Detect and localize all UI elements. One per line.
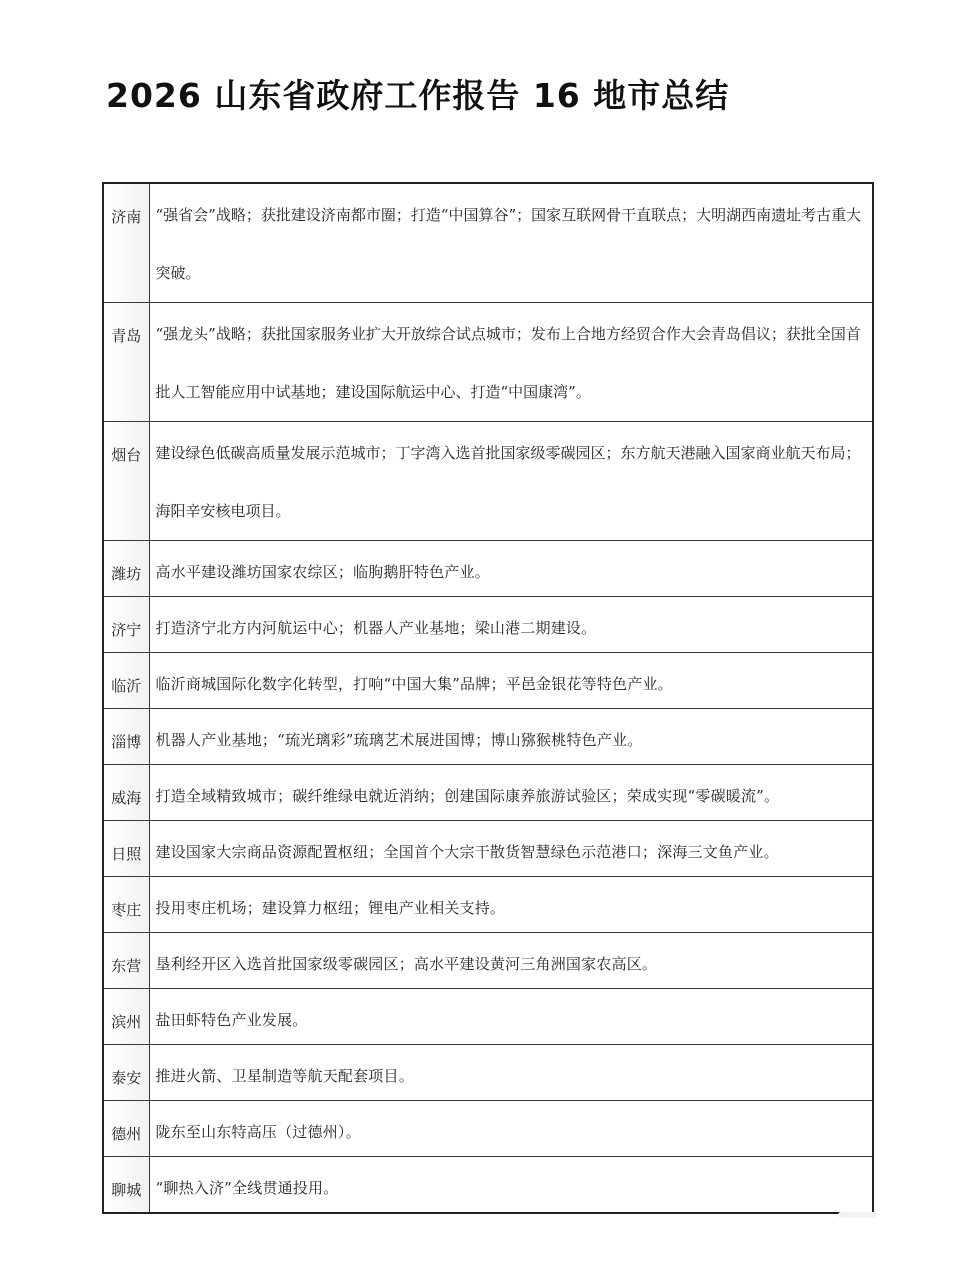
city-summary: 投用枣庄机场；建设算力枢纽；锂电产业相关支持。 bbox=[149, 877, 873, 933]
city-name: 威海 bbox=[103, 765, 149, 821]
table-row bbox=[103, 1045, 873, 1101]
city-summary: 建设绿色低碳高质量发展示范城市；丁字湾入选首批国家级零碳园区；东方航天港融入国家商业航天布局；海阳辛安核电项目。 bbox=[149, 422, 873, 541]
city-name: 德州 bbox=[103, 1101, 149, 1157]
table-row bbox=[103, 877, 873, 933]
city-summary: 临沂商城国际化数字化转型，打响“中国大集”品牌；平邑金银花等特色产业。 bbox=[149, 653, 873, 709]
city-name: 济南 bbox=[103, 183, 149, 303]
table-row bbox=[103, 933, 873, 989]
city-name: 潍坊 bbox=[103, 541, 149, 597]
city-summary: 垦利经开区入选首批国家级零碳园区；高水平建设黄河三角洲国家农高区。 bbox=[149, 933, 873, 989]
city-summary: 打造济宁北方内河航运中心；机器人产业基地；梁山港二期建设。 bbox=[149, 597, 873, 653]
watermark-mark bbox=[838, 1212, 878, 1218]
table-row bbox=[103, 821, 873, 877]
city-summary: “强龙头”战略；获批国家服务业扩大开放综合试点城市；发布上合地方经贸合作大会青岛倡议；获批全国首批人工智能应用中试基地；建设国际航运中心、打造“中国康湾”。 bbox=[149, 303, 873, 422]
table-row bbox=[103, 597, 873, 653]
table-row bbox=[103, 989, 873, 1045]
city-summary: 高水平建设潍坊国家农综区；临朐鹅肝特色产业。 bbox=[149, 541, 873, 597]
city-name: 日照 bbox=[103, 821, 149, 877]
table-row bbox=[103, 1157, 873, 1213]
city-name: 东营 bbox=[103, 933, 149, 989]
city-summary: 打造全域精致城市；碳纤维绿电就近消纳；创建国际康养旅游试验区；荣成实现“零碳暖流”。 bbox=[149, 765, 873, 821]
city-summary: 建设国家大宗商品资源配置枢纽；全国首个大宗干散货智慧绿色示范港口；深海三文鱼产业。 bbox=[149, 821, 873, 877]
city-name: 济宁 bbox=[103, 597, 149, 653]
table-row bbox=[103, 303, 873, 422]
city-name: 聊城 bbox=[103, 1157, 149, 1213]
table-row bbox=[103, 541, 873, 597]
city-name: 枣庄 bbox=[103, 877, 149, 933]
city-name: 临沂 bbox=[103, 653, 149, 709]
table-row bbox=[103, 653, 873, 709]
table-row bbox=[103, 709, 873, 765]
table-row bbox=[103, 1101, 873, 1157]
city-summary: 推进火箭、卫星制造等航天配套项目。 bbox=[149, 1045, 873, 1101]
city-summary: 陇东至山东特高压（过德州）。 bbox=[149, 1101, 873, 1157]
table-row bbox=[103, 765, 873, 821]
city-summary: 盐田虾特色产业发展。 bbox=[149, 989, 873, 1045]
city-name: 青岛 bbox=[103, 303, 149, 422]
table-row bbox=[103, 422, 873, 541]
city-summary-table bbox=[102, 182, 874, 1214]
city-summary: “聊热入济”全线贯通投用。 bbox=[149, 1157, 873, 1213]
city-name: 滨州 bbox=[103, 989, 149, 1045]
city-summary: “强省会”战略；获批建设济南都市圈；打造“中国算谷”；国家互联网骨干直联点；大明湖西南遗址考古重大突破。 bbox=[149, 183, 873, 303]
city-summary: 机器人产业基地；“琉光璃彩”琉璃艺术展进国博；博山猕猴桃特色产业。 bbox=[149, 709, 873, 765]
city-name: 淄博 bbox=[103, 709, 149, 765]
city-name: 烟台 bbox=[103, 422, 149, 541]
table-row bbox=[103, 183, 873, 303]
page-title: 2026 山东省政府工作报告 16 地市总结 bbox=[106, 76, 730, 115]
city-name: 泰安 bbox=[103, 1045, 149, 1101]
